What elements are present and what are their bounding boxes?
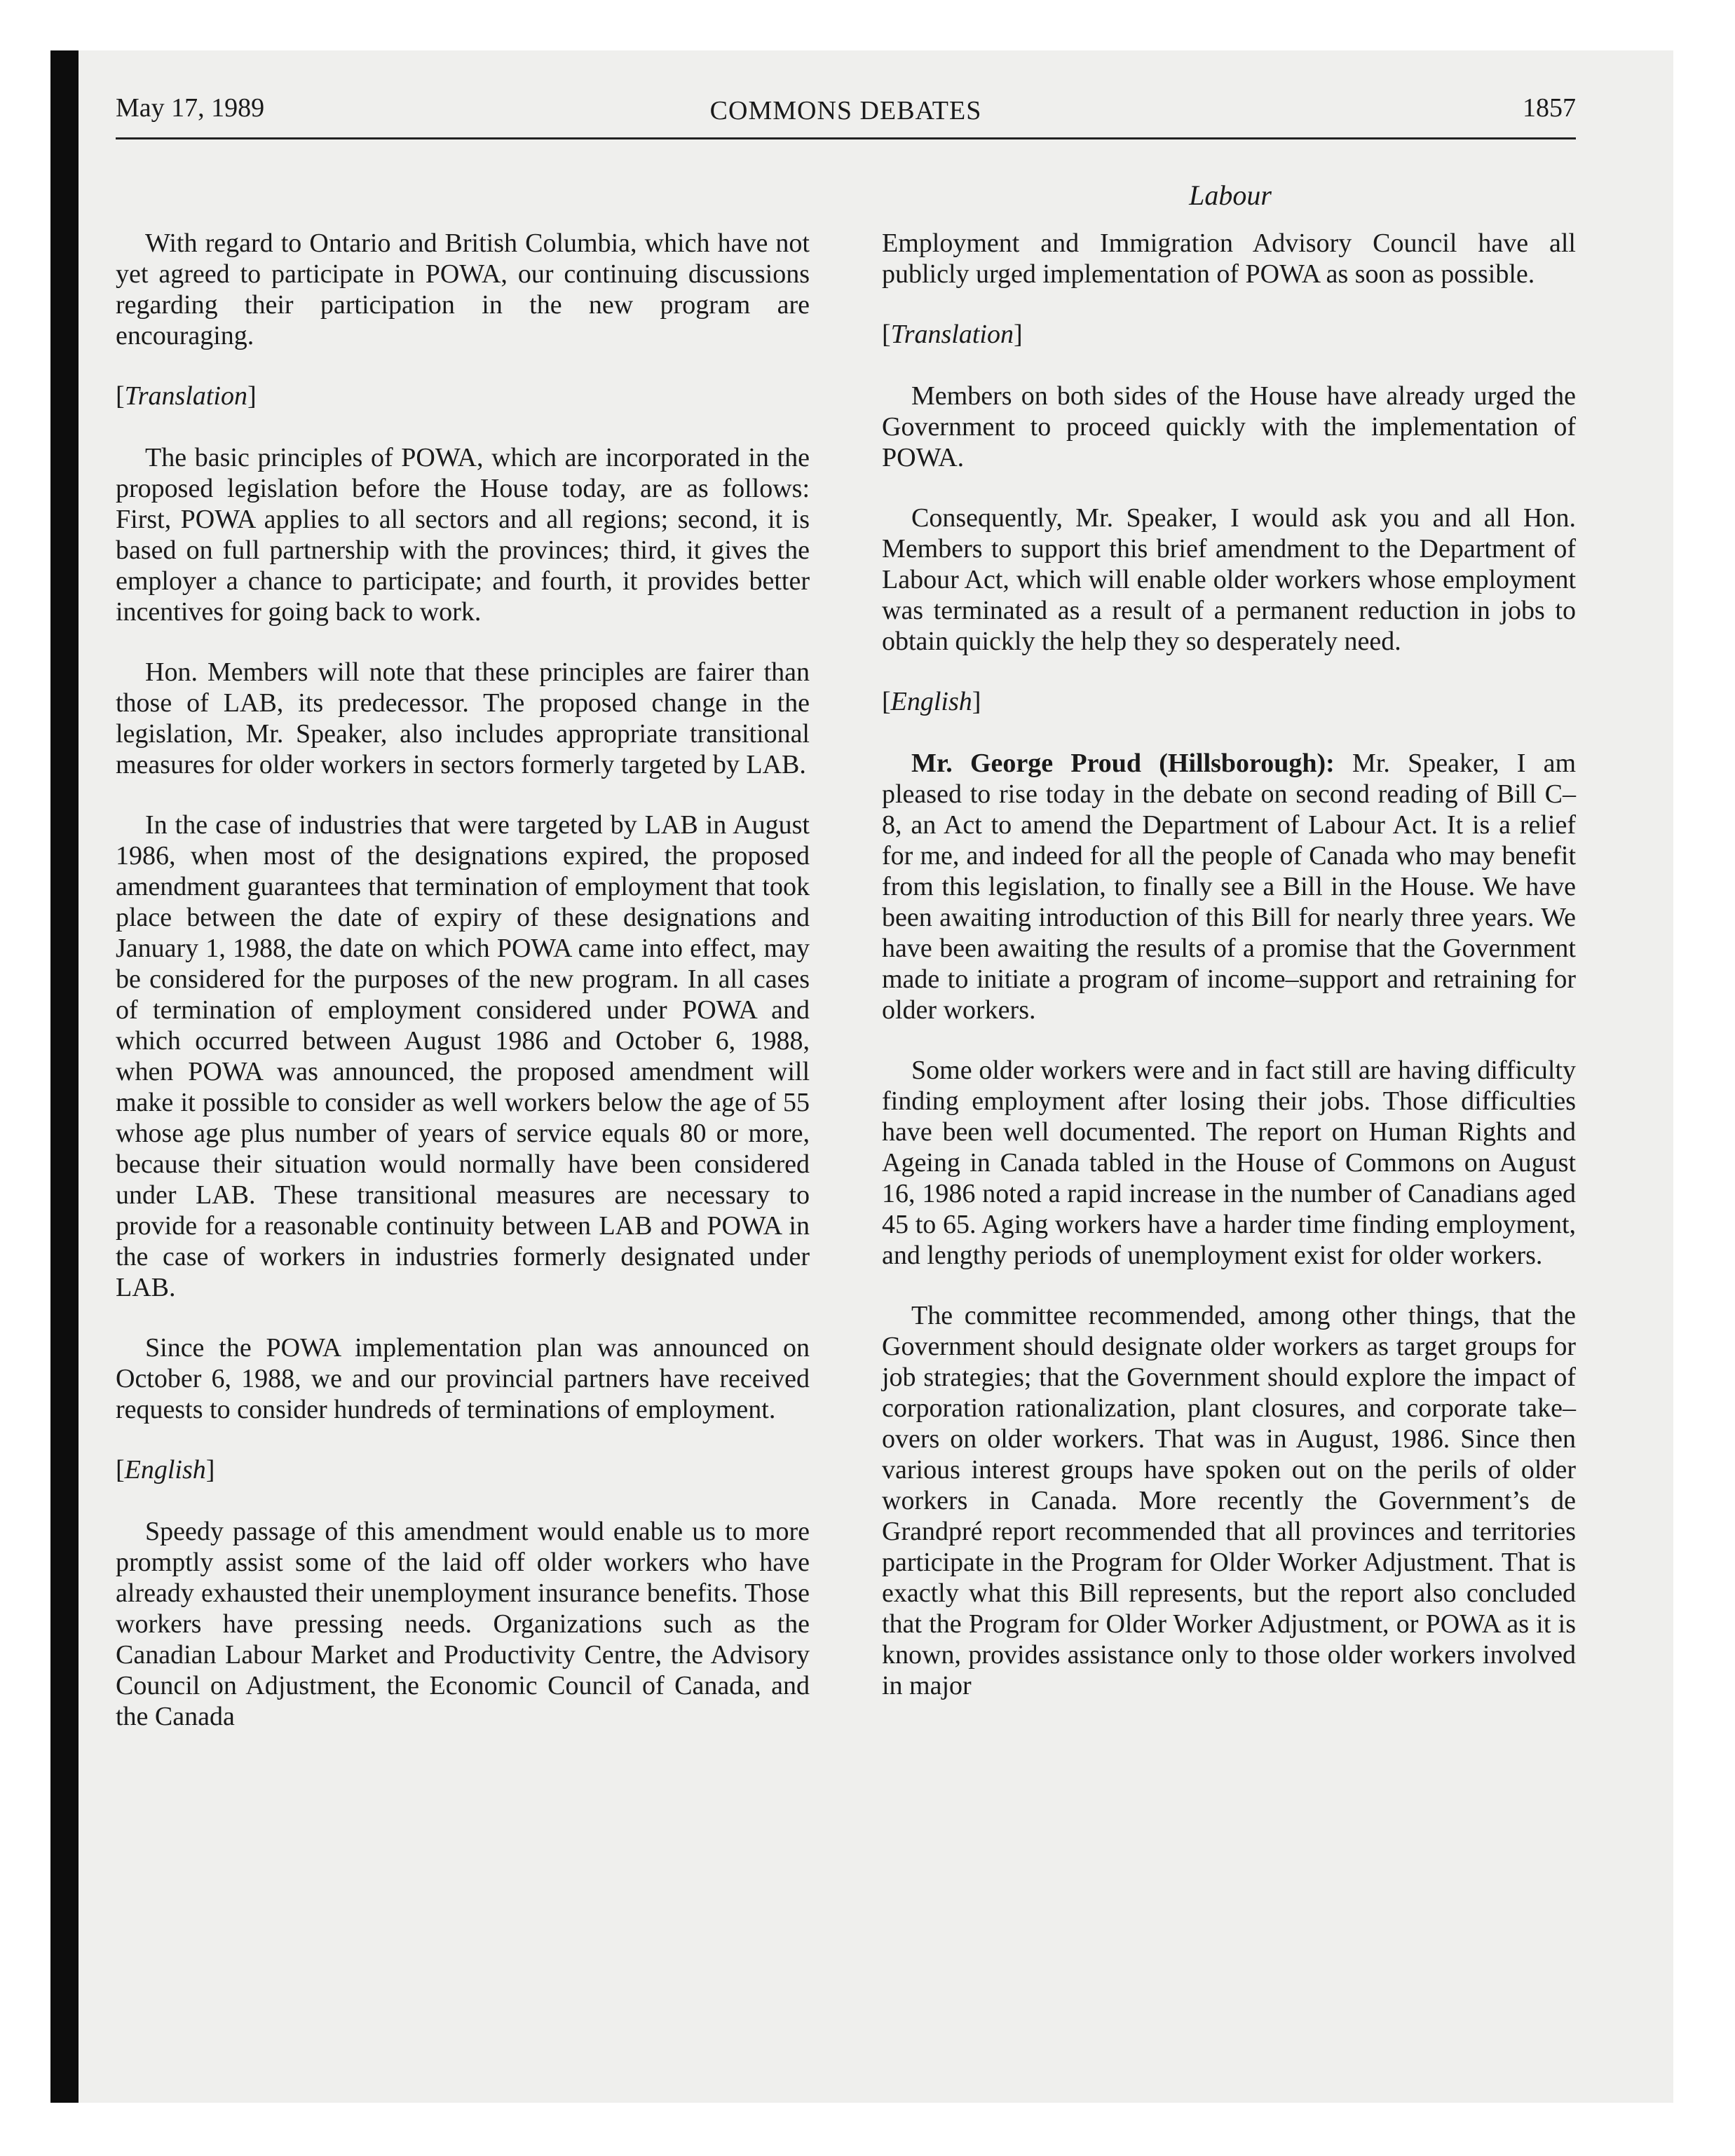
- language-tag-label: Translation: [890, 320, 1014, 349]
- speech-paragraph: [882, 748, 1576, 1025]
- language-tag-label: Translation: [124, 381, 247, 411]
- language-tag: [English]: [116, 1455, 215, 1485]
- paragraph: Speedy passage of this amendment would enable us to more promptly assist some of the laid off older workers who have already exhausted their unemployment insurance benefits. Those workers have pressing needs. Organizations such as the Canadian Labour Market and Productivity Centre, the Advisory Council on Adjustment, the Economic Council of Canada, and the Canada: [116, 1517, 810, 1731]
- speaker-name: Mr. George Proud (Hillsborough):: [911, 749, 1335, 778]
- paragraph: Consequently, Mr. Speaker, I would ask you and all Hon. Members to support this brief amendment to the Department of Labour Act, which will enable older workers whose employment was terminated as a result of a permanent reduction in jobs to obtain quickly the help they so desperately need.: [882, 503, 1576, 656]
- header-publication: COMMONS DEBATES: [709, 96, 982, 125]
- speech-text: Mr. Speaker, I am pleased to rise today in the debate on second reading of Bill C–8, an Act to amend the Department of Labour Act. It is a relief for me, and indeed for all the people of Canada who may benefit from this legislation, to finally see a Bill in the House. We have been awaiting introduction of this Bill for nearly three years. We have been awaiting the results of a promise that the Government made to initiate a program of income–support and retraining for older workers.: [882, 749, 1577, 1025]
- paragraph: With regard to Ontario and British Columbia, which have not yet agreed to participate in POWA, our continuing discussions regarding their participation in the new program are encouraging.: [116, 228, 810, 350]
- header-date: May 17, 1989: [116, 93, 265, 123]
- paragraph: In the case of industries that were targeted by LAB in August 1986, when most of the designations expired, the proposed amendment guarantees that termination of employment that took place between the date of expiry of these designations and January 1, 1988, the date on which POWA came into effect, may be considered for the purposes of the new program. In all cases of termination of employment considered under POWA and which occurred between August 1986 and October 6, 1988, when POWA was announced, the proposed amendment will make it possible to consider as well workers below the age of 55 whose age plus number of years of service equals 80 or more, because their situation would normally have been considered under LAB. These transitional measures are necessary to provide for a reasonable continuity between LAB and POWA in the case of workers in industries formerly designated under LAB.: [116, 810, 810, 1302]
- right-column: [882, 228, 1576, 1731]
- paragraph: Since the POWA implementation plan was announced on October 6, 1988, we and our provincial partners have received requests to consider hundreds of terminations of employment.: [116, 1333, 810, 1424]
- paragraph: Some older workers were and in fact still are having difficulty finding employment after losing their jobs. Those difficulties have been well documented. The report on Human Rights and Ageing in Canada tabled in the House of Commons on August 16, 1986 noted a rapid increase in the number of Canadians aged 45 to 65. Aging workers have a harder time finding employment, and lengthy periods of unemployment exist for older workers.: [882, 1056, 1576, 1270]
- language-tag: [Translation]: [116, 381, 257, 411]
- paragraph: Members on both sides of the House have already urged the Government to proceed quickly with the implementation of POWA.: [882, 381, 1576, 472]
- left-column: [116, 228, 810, 1761]
- paragraph: The basic principles of POWA, which are incorporated in the proposed legislation before the House today, are as follows: First, POWA applies to all sectors and all regions; second, it is based on full partnership with the provinces; third, it gives the employer a chance to participate; and fourth, it provides better incentives for going back to work.: [116, 443, 810, 627]
- paragraph: Employment and Immigration Advisory Council have all publicly urged implementation of POWA as soon as possible.: [882, 228, 1576, 289]
- page-header: [116, 93, 1576, 135]
- header-rule: [116, 137, 1576, 139]
- section-title: Labour: [1189, 179, 1272, 211]
- language-tag: [English]: [882, 687, 981, 716]
- paragraph: The committee recommended, among other things, that the Government should designate older workers as target groups for job strategies; that the Government should explore the impact of corporation rationalization, plant closures, and corporate take–overs on older workers. That was in August, 1986. Since then various interest groups have spoken out on the perils of older workers in Canada. More recently the Government’s de Grandpré report recommended that all provinces and territories participate in the Program for Older Worker Adjustment. That is exactly what this Bill represents, but the report also concluded that the Program for Older Worker Adjustment, or POWA as it is known, provides assistance only to those older workers involved in major: [882, 1301, 1576, 1700]
- language-tag-label: English: [124, 1455, 206, 1485]
- binding-edge: [50, 50, 79, 2103]
- language-tag: [Translation]: [882, 320, 1023, 349]
- language-tag-label: English: [890, 687, 972, 716]
- header-page-number: 1857: [1523, 93, 1576, 123]
- paragraph: Hon. Members will note that these principles are fairer than those of LAB, its predecessor. The proposed change in the legislation, Mr. Speaker, also includes appropriate transitional measures for older workers in sectors formerly targeted by LAB.: [116, 657, 810, 779]
